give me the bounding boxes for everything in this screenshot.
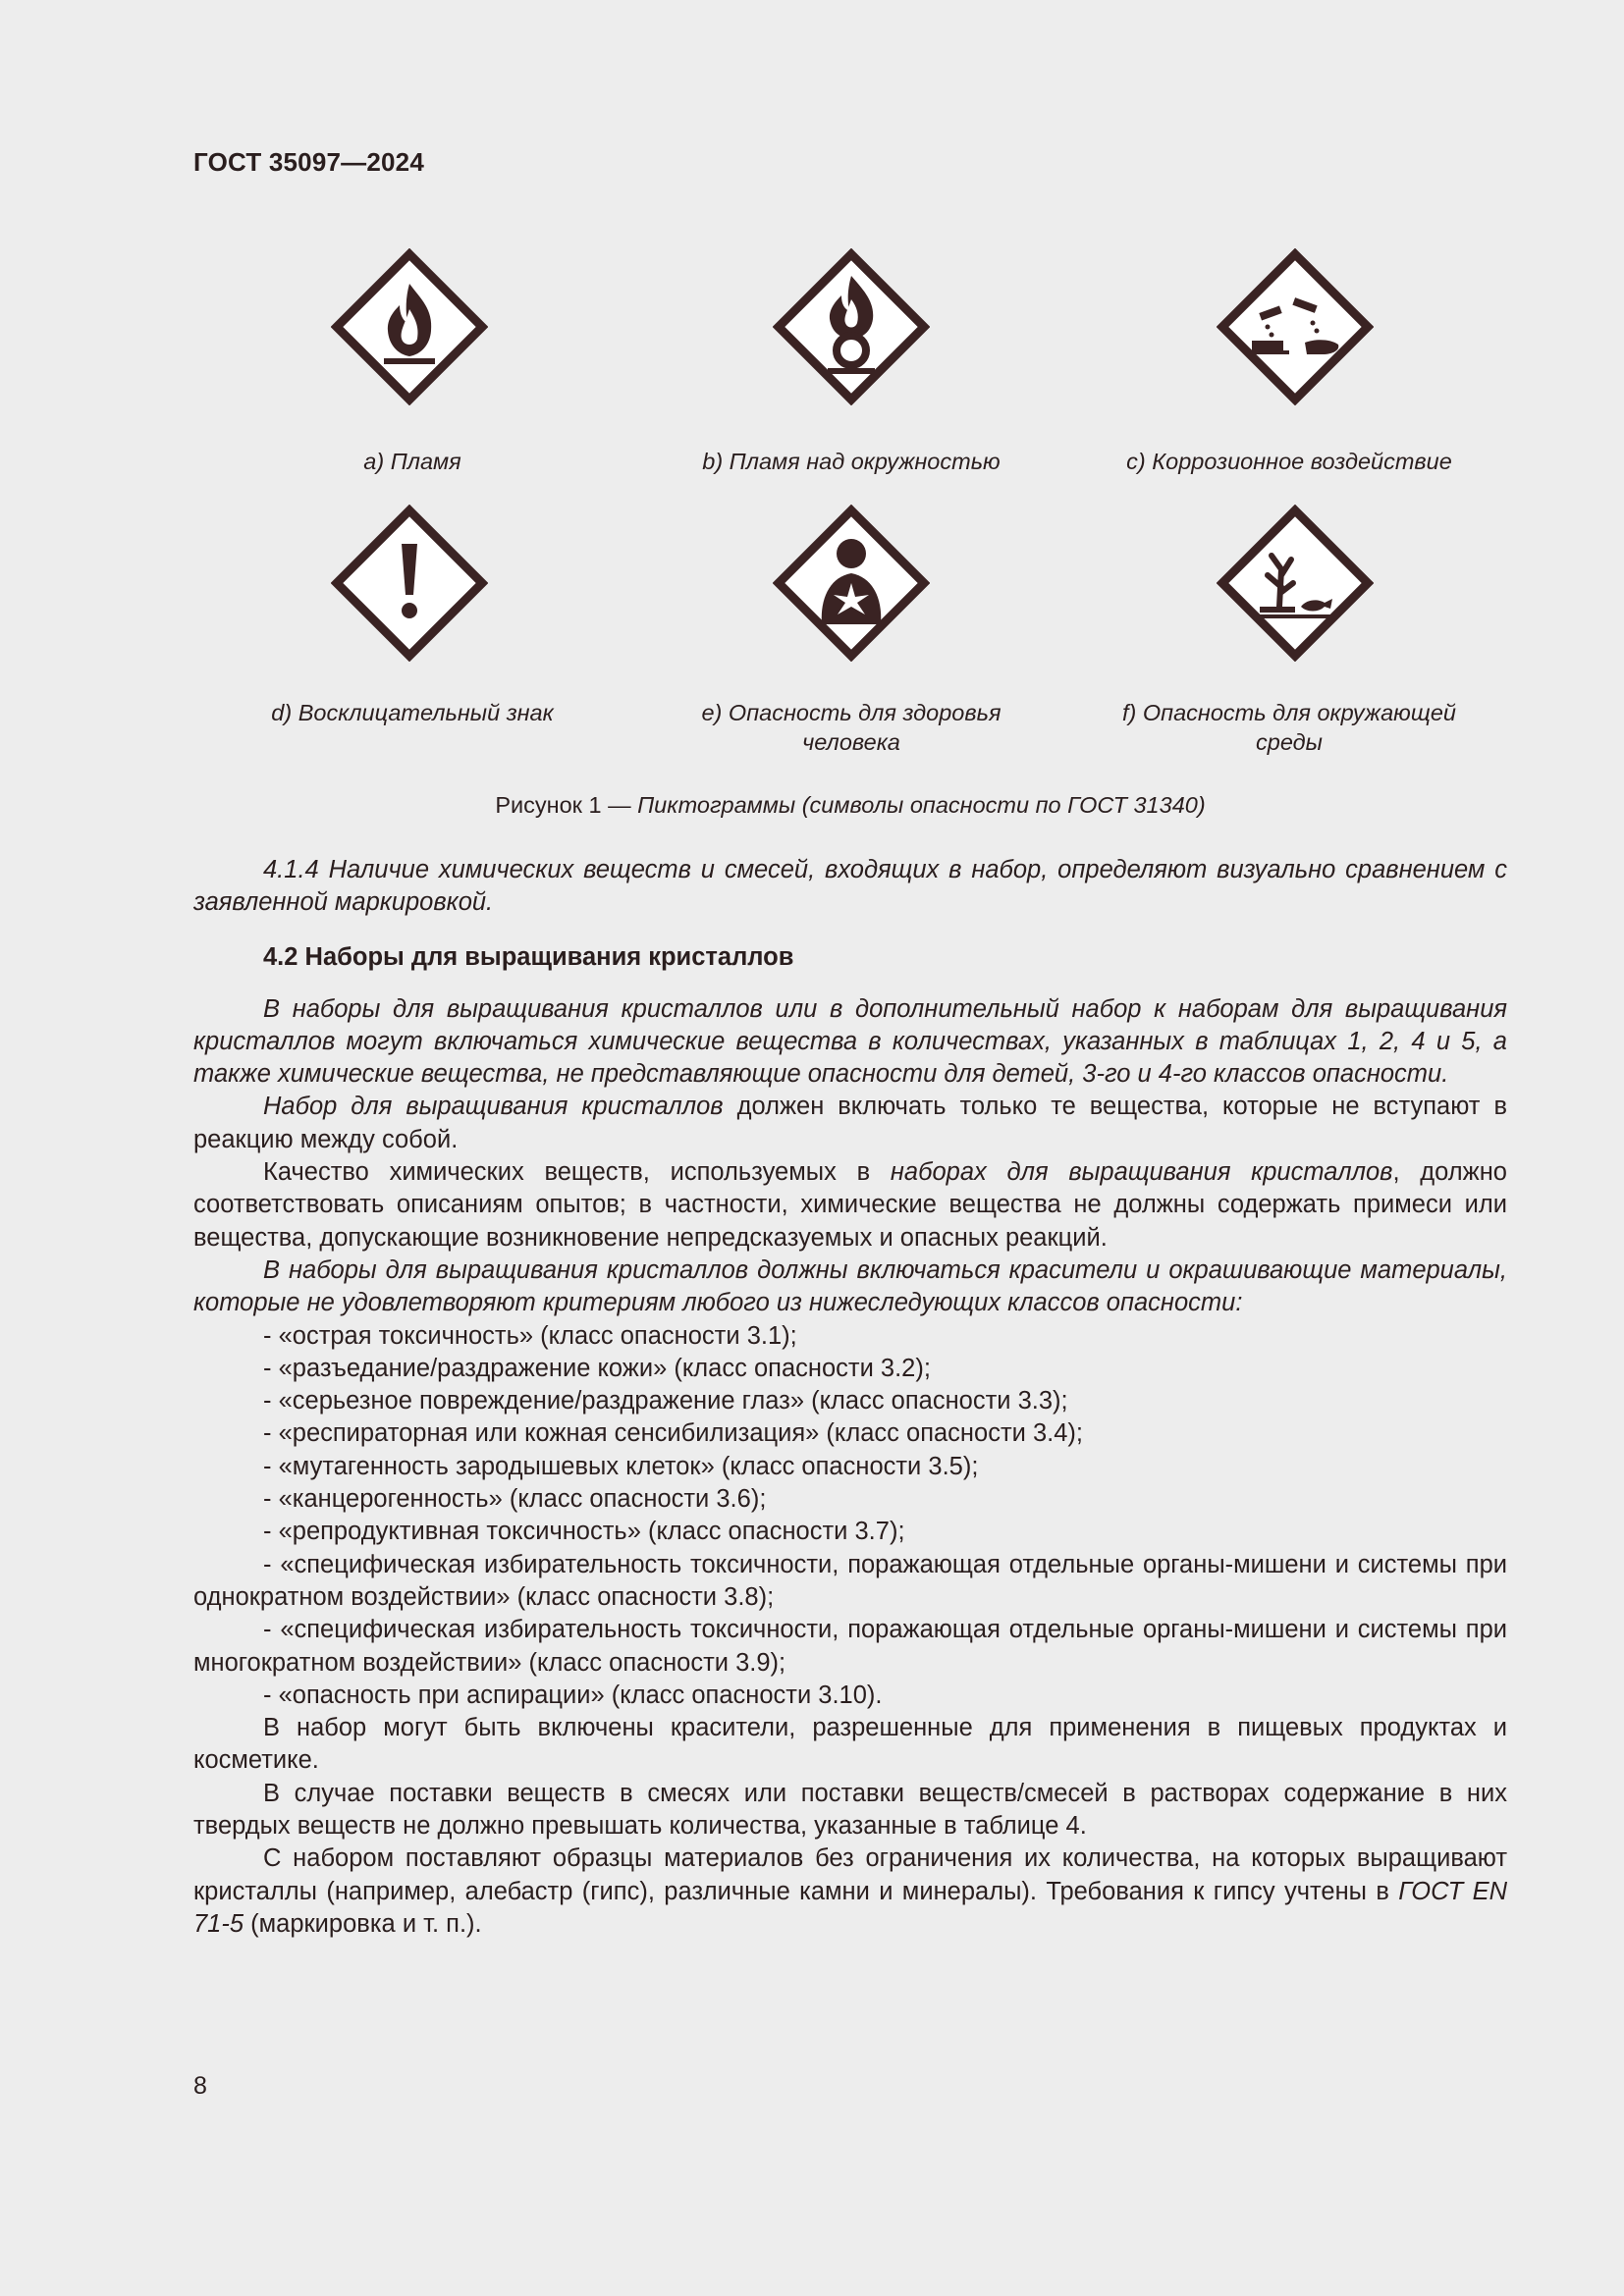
list-item: - «мутагенность зародышевых клеток» (класс опасности 3.5); — [263, 1452, 979, 1480]
list-item: - «специфическая избирательность токсичности, поражающая отдельные органы-мишени и системы при многократном воздействии» (класс опасности 3.9); — [193, 1616, 1507, 1677]
paragraph-2-italic: Набор для выращивания кристаллов — [263, 1093, 724, 1121]
list-item: - «разъедание/раздражение кожи» (класс опасности 3.2); — [263, 1354, 931, 1382]
flame-over-circle-icon — [773, 248, 930, 405]
list-item: - «опасность при аспирации» (класс опасности 3.10). — [263, 1681, 883, 1709]
paragraph-1: В наборы для выращивания кристаллов или в дополнительный набор к наборам для выращивания кристаллов могут включаться химические вещества в количествах, указанных в таблицах 1, 2, 4 и 5, а также химические вещества, не представляющие опасности для детей, 3-го и 4-го классов опасности. — [193, 994, 1507, 1089]
list-item: - «специфическая избирательность токсичности, поражающая отдельные органы-мишени и системы при однократном воздействии» (класс опасности 3.8); — [193, 1550, 1507, 1611]
paragraph-7-start: С набором поставляют образцы материалов без ограничения их количества, на которых выращивают кристаллы (например, алебастр (гипс), различные камни и минералы). Требования к гипсу учтены в — [193, 1844, 1507, 1905]
paragraph-2 — [193, 1091, 1507, 1156]
list-item: - «респираторная или кожная сенсибилизация» (класс опасности 3.4); — [263, 1419, 1083, 1448]
paragraph-3-italic: наборах для выращивания кристаллов — [890, 1158, 1393, 1187]
figure-caption-title: Пиктограммы (символы опасности по ГОСТ 31340) — [637, 792, 1206, 818]
figure-caption — [193, 792, 1507, 819]
clause-4-1-4: 4.1.4 Наличие химических веществ и смесей, входящих в набор, определяют визуально сравнением с заявленной маркировкой. — [193, 856, 1507, 917]
pictogram-caption-f-line2: среды — [1256, 729, 1323, 755]
page-number: 8 — [193, 2072, 207, 2100]
flame-icon — [331, 248, 488, 405]
paragraph-3-rest: , должно соответствовать описаниям опытов; в частности, химические вещества не должны содержать примеси или вещества, допускающие возникновение непредсказуемых и опасных реакций. — [193, 1158, 1507, 1252]
paragraph-7 — [193, 1842, 1507, 1941]
paragraph-3 — [193, 1156, 1507, 1255]
paragraph-5: В набор могут быть включены красители, разрешенные для применения в пищевых продуктах и косметике. — [193, 1714, 1507, 1775]
exclamation-mark-icon — [331, 505, 488, 662]
paragraph-4: В наборы для выращивания кристаллов должны включаться красители и окрашивающие материалы, которые не удовлетворяют критериям любого из нижеследующих классов опасности: — [193, 1255, 1507, 1317]
environment-icon — [1217, 505, 1374, 662]
list-item: - «канцерогенность» (класс опасности 3.6); — [263, 1485, 767, 1514]
section-heading-4-2: 4.2 Наборы для выращивания кристаллов — [263, 942, 794, 971]
health-hazard-icon — [773, 505, 930, 662]
paragraph-7-italic: ГОСТ EN 71-5 — [193, 1877, 1508, 1938]
paragraph-7-rest: (маркировка и т. п.). — [244, 1909, 482, 1938]
pictogram-caption-f — [1083, 698, 1495, 757]
paragraph-6: В случае поставки веществ в смесях или поставки веществ/смесей в растворах содержание в них твердых веществ не должно превышать количества, указанные в таблице 4. — [193, 1779, 1507, 1841]
pictogram-caption-f-line1: f) Опасность для окружающей — [1122, 700, 1456, 725]
pictogram-caption-e-line1: e) Опасность для здоровья — [701, 700, 1001, 725]
pictogram-caption-d: d) Восклицательный знак — [271, 700, 554, 725]
body-text — [193, 854, 1507, 1941]
corrosion-icon — [1217, 248, 1374, 405]
pictogram-caption-c: c) Коррозионное воздействие — [1126, 449, 1452, 474]
list-item: - «репродуктивная токсичность» (класс опасности 3.7); — [263, 1518, 905, 1546]
figure-caption-prefix: Рисунок 1 — — [495, 792, 638, 818]
list-item: - «серьезное повреждение/раздражение глаз» (класс опасности 3.3); — [263, 1387, 1068, 1415]
pictogram-caption-a: a) Пламя — [363, 449, 461, 474]
list-item: - «острая токсичность» (класс опасности 3.1); — [263, 1321, 797, 1350]
pictogram-caption-e — [645, 698, 1057, 757]
document-code: ГОСТ 35097—2024 — [193, 147, 424, 177]
pictogram-caption-e-line2: человека — [802, 729, 900, 755]
paragraph-2-rest: должен включать только те вещества, которые не вступают в реакцию между собой. — [193, 1093, 1507, 1153]
pictogram-caption-b: b) Пламя над окружностью — [702, 449, 1001, 474]
paragraph-3-start: Качество химических веществ, используемых в — [263, 1158, 891, 1187]
